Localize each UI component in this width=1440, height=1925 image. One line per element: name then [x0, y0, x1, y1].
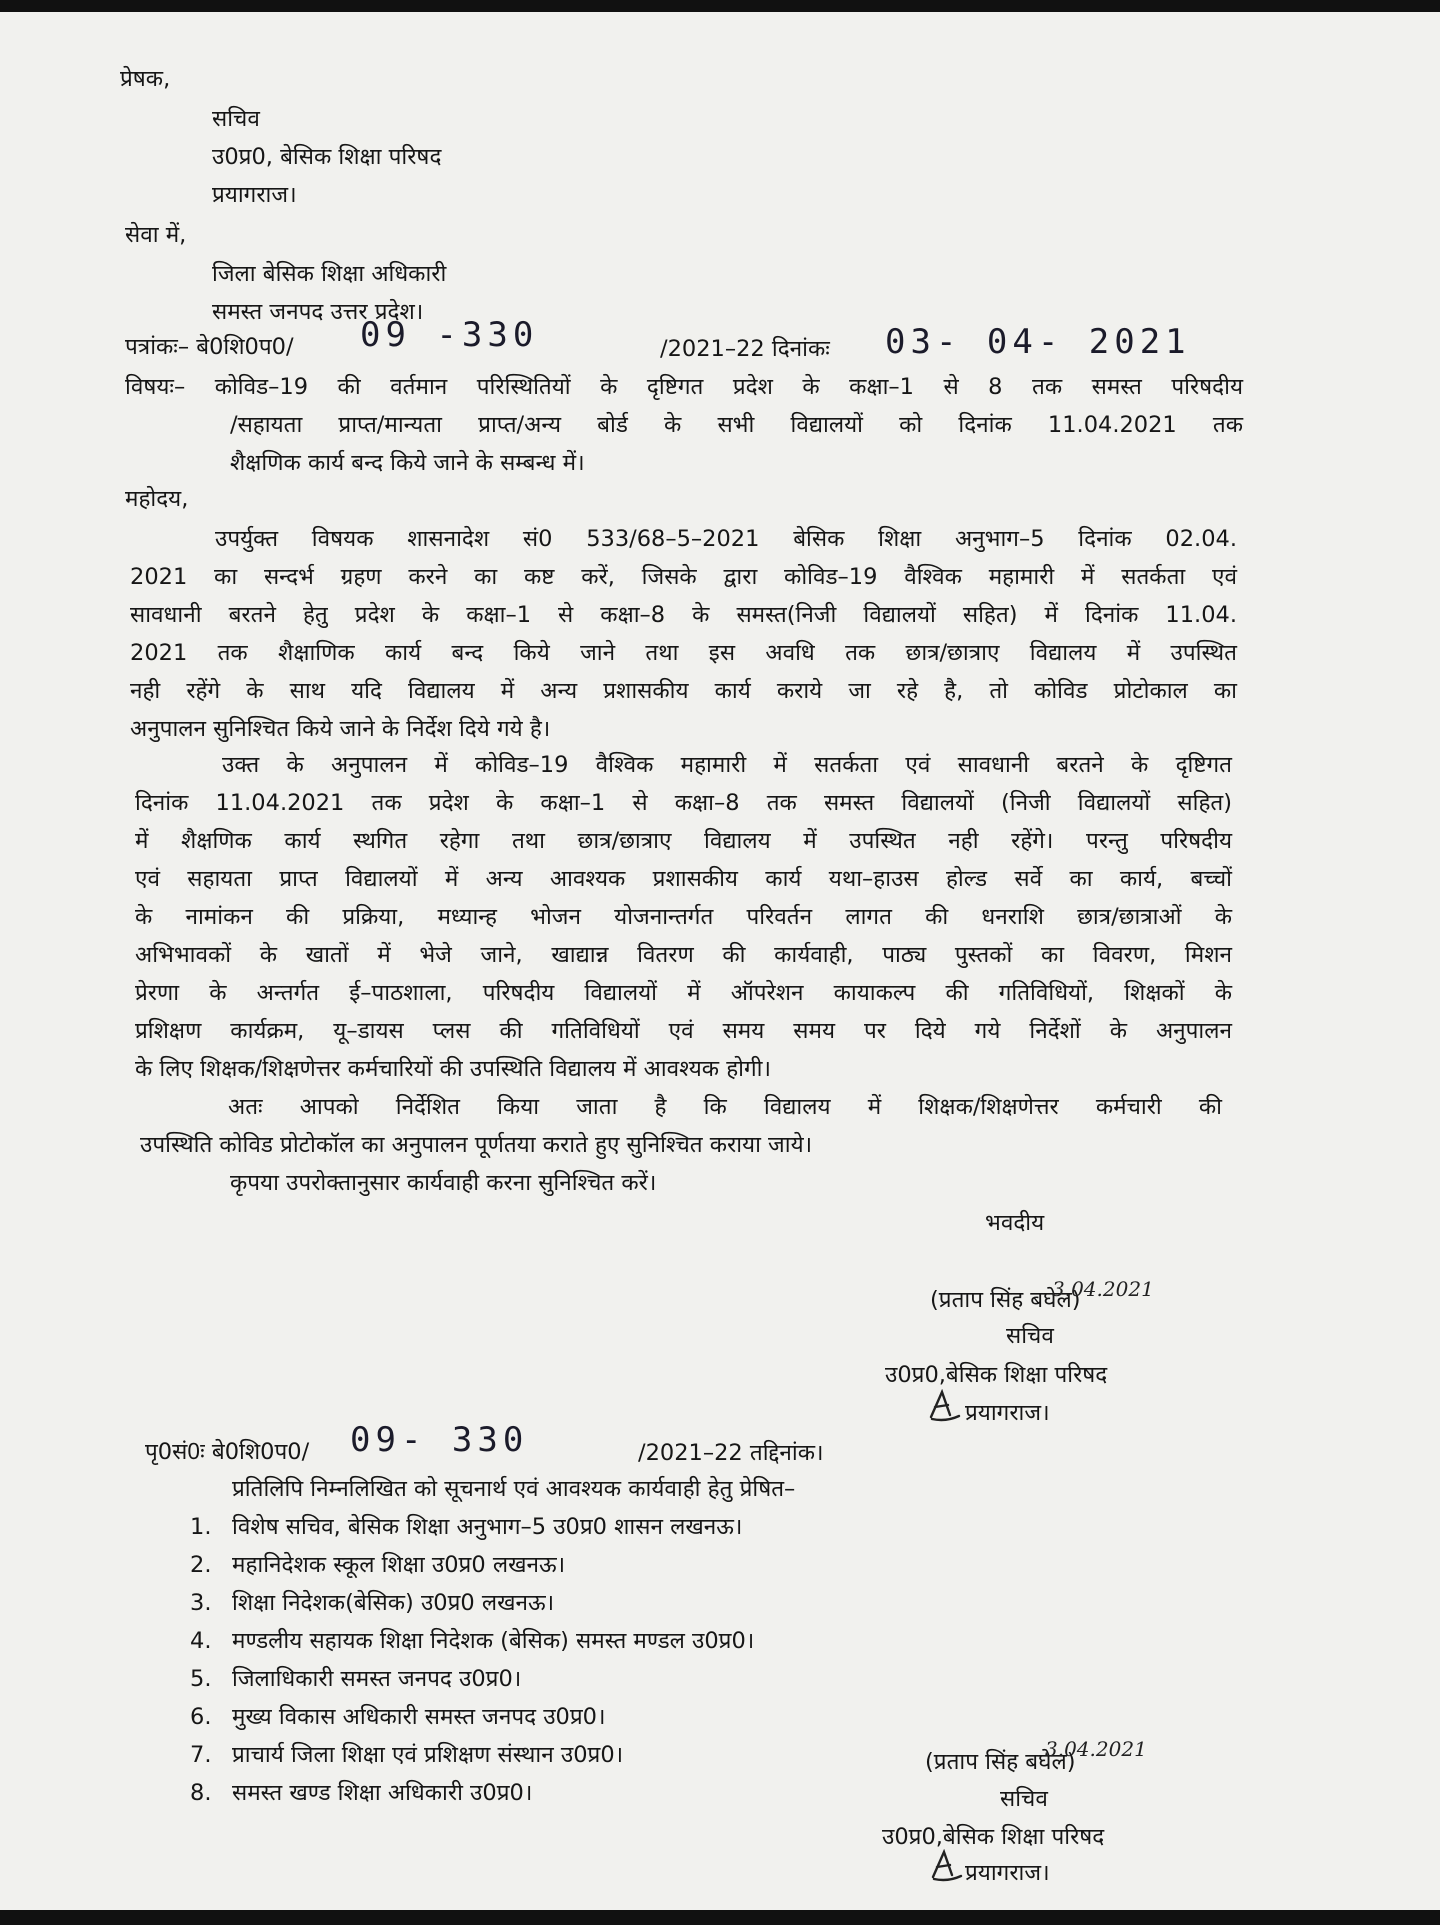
copy-signature-city: प्रयागराज।: [965, 1860, 1050, 1886]
copy-signature-name: (प्रताप सिंह बघेल): [925, 1749, 1076, 1775]
letter-page: [0, 12, 1440, 1910]
paragraph-line: अनुपालन सुनिश्चित किये जाने के निर्देश दिये गये है।: [130, 716, 551, 742]
recipient-number: 5.: [190, 1666, 212, 1692]
recipient-number: 1.: [190, 1514, 212, 1540]
closing: भवदीय: [985, 1210, 1045, 1236]
copy-signature-date-handwritten: 3.04.2021: [1045, 1737, 1147, 1761]
subject-line: /सहायता प्राप्त/मान्यता प्राप्त/अन्य बोर्ड के सभी विद्यालयों को दिनांक 11.04.2021 तक: [230, 412, 1243, 438]
recipient-text: प्राचार्य जिला शिक्षा एवं प्रशिक्षण संस्थान उ0प्र0।: [232, 1742, 624, 1768]
copy-signature-designation: सचिव: [1000, 1786, 1048, 1812]
signature-name: (प्रताप सिंह बघेल): [930, 1287, 1081, 1313]
recipient-number: 2.: [190, 1552, 212, 1578]
to-designation: जिला बेसिक शिक्षा अधिकारी: [212, 261, 447, 287]
recipient-number: 6.: [190, 1704, 212, 1730]
paragraph-line: 2021 का सन्दर्भ ग्रहण करने का कष्ट करें, जिसके द्वारा कोविड–19 वैश्विक महामारी में सतर्कता एवं: [130, 564, 1237, 590]
ref-label: पत्रांकः– बे0शि0प0/: [125, 334, 294, 360]
ref-year: /2021–22 दिनांकः: [660, 336, 830, 362]
paragraph-line: प्रशिक्षण कार्यक्रम, यू–डायस प्लस की गतिविधियों एवं समय समय पर दिये गये निर्देशों के अनुपालन: [135, 1018, 1232, 1044]
ref-date-handwritten: 03- 04- 2021: [885, 322, 1191, 362]
recipient-text: जिलाधिकारी समस्त जनपद उ0प्र0।: [232, 1666, 522, 1692]
sender-label: प्रेषक,: [120, 66, 171, 92]
paragraph-line: अभिभावकों के खातों में भेजे जाने, खाद्यान्न वितरण की कार्यवाही, पाठ्य पुस्तकों का विवरण, मिशन: [135, 942, 1232, 968]
ref-number-handwritten: 09 -330: [360, 315, 539, 355]
copy-ref-number-handwritten: 09- 330: [350, 1420, 529, 1460]
recipient-number: 8.: [190, 1780, 212, 1806]
paragraph-line: के लिए शिक्षक/शिक्षणेत्तर कर्मचारियों की उपस्थिति विद्यालय में आवश्यक होगी।: [135, 1056, 772, 1082]
paragraph-line: सावधानी बरतने हेतु प्रदेश के कक्षा–1 से कक्षा–8 के समस्त(निजी विद्यालयों सहित) में दिनांक 11.04.: [130, 602, 1237, 628]
recipient-text: महानिदेशक स्कूल शिक्षा उ0प्र0 लखनऊ।: [232, 1552, 566, 1578]
salutation: महोदय,: [125, 486, 189, 512]
copy-ref-year: /2021–22 तद्दिनांक।: [638, 1440, 824, 1466]
recipient-text: मण्डलीय सहायक शिक्षा निदेशक (बेसिक) समस्त मण्डल उ0प्र0।: [232, 1628, 755, 1654]
subject-line: विषयः– कोविड–19 की वर्तमान परिस्थितियों के दृष्टिगत प्रदेश के कक्षा–1 से 8 तक समस्त परिषदीय: [125, 374, 1243, 400]
paragraph-line: उपर्युक्त विषयक शासनादेश सं0 533/68–5–2021 बेसिक शिक्षा अनुभाग–5 दिनांक 02.04.: [215, 526, 1237, 552]
recipient-number: 3.: [190, 1590, 212, 1616]
recipient-number: 7.: [190, 1742, 212, 1768]
paragraph-line: उपस्थिति कोविड प्रोटोकॉल का अनुपालन पूर्णतया कराते हुए सुनिश्चित कराया जाये।: [140, 1132, 813, 1158]
paragraph-line: में शैक्षणिक कार्य स्थगित रहेगा तथा छात्र/छात्राए विद्यालय में उपस्थित नही रहेंगे। परन्तु परिषदीय: [135, 828, 1232, 854]
paragraph-line: 2021 तक शैक्षाणिक कार्य बन्द किये जाने तथा इस अवधि तक छात्र/छात्राए विद्यालय में उपस्थित: [130, 640, 1237, 666]
recipient-text: मुख्य विकास अधिकारी समस्त जनपद उ0प्र0।: [232, 1704, 606, 1730]
recipient-text: विशेष सचिव, बेसिक शिक्षा अनुभाग–5 उ0प्र0 शासन लखनऊ।: [232, 1514, 743, 1540]
initials-scribble: [928, 1389, 962, 1423]
recipient-number: 4.: [190, 1628, 212, 1654]
paragraph-line: दिनांक 11.04.2021 तक प्रदेश के कक्षा–1 से कक्षा–8 तक समस्त विद्यालयों (निजी विद्यालयों सहित): [135, 790, 1232, 816]
paragraph-line: के नामांकन की प्रक्रिया, मध्यान्ह भोजन योजनान्तर्गत परिवर्तन लागत की धनराशि छात्र/छात्राओं के: [135, 904, 1232, 930]
sender-city: प्रयागराज।: [212, 182, 297, 208]
paragraph-line: कृपया उपरोक्तानुसार कार्यवाही करना सुनिश्चित करें।: [230, 1170, 657, 1196]
paragraph-line: एवं सहायता प्राप्त विद्यालयों में अन्य आवश्यक प्रशासकीय कार्य यथा–हाउस होल्ड सर्वे का कार्य, बच्चों: [135, 866, 1232, 892]
recipient-text: शिक्षा निदेशक(बेसिक) उ0प्र0 लखनऊ।: [232, 1590, 555, 1616]
copy-initials-scribble: [930, 1849, 964, 1883]
paragraph-line: अतः आपको निर्देशित किया जाता है कि विद्यालय में शिक्षक/शिक्षणेत्तर कर्मचारी की: [228, 1094, 1222, 1120]
to-label: सेवा में,: [125, 222, 187, 248]
sender-office: उ0प्र0, बेसिक शिक्षा परिषद: [212, 144, 442, 170]
recipient-text: समस्त खण्ड शिक्षा अधिकारी उ0प्र0।: [232, 1780, 533, 1806]
paragraph-line: प्रेरणा के अन्तर्गत ई–पाठशाला, परिषदीय विद्यालयों में ऑपरेशन कायाकल्प की गतिविधियों, शिक्षकों के: [135, 980, 1232, 1006]
to-place: समस्त जनपद उत्तर प्रदेश।: [212, 299, 424, 325]
sender-designation: सचिव: [212, 106, 260, 132]
signature-city: प्रयागराज।: [965, 1400, 1050, 1426]
subject-line: शैक्षणिक कार्य बन्द किये जाने के सम्बन्ध में।: [230, 450, 585, 476]
signature-office: उ0प्र0,बेसिक शिक्षा परिषद: [885, 1362, 1108, 1388]
copy-ref-label: पृ0सं0ः बे0शि0प0/: [145, 1439, 310, 1465]
copy-intro: प्रतिलिपि निम्नलिखित को सूचनार्थ एवं आवश्यक कार्यवाही हेतु प्रेषित–: [232, 1476, 796, 1502]
paragraph-line: नही रहेंगे के साथ यदि विद्यालय में अन्य प्रशासकीय कार्य कराये जा रहे है, तो कोविड प्रोटोकाल का: [130, 678, 1237, 704]
signature-designation: सचिव: [1006, 1323, 1054, 1349]
signature-date-handwritten: 3.04.2021: [1052, 1277, 1154, 1301]
copy-signature-office: उ0प्र0,बेसिक शिक्षा परिषद: [882, 1824, 1105, 1850]
paragraph-line: उक्त के अनुपालन में कोविड–19 वैश्विक महामारी में सतर्कता एवं सावधानी बरतने के दृष्टिगत: [222, 752, 1232, 778]
